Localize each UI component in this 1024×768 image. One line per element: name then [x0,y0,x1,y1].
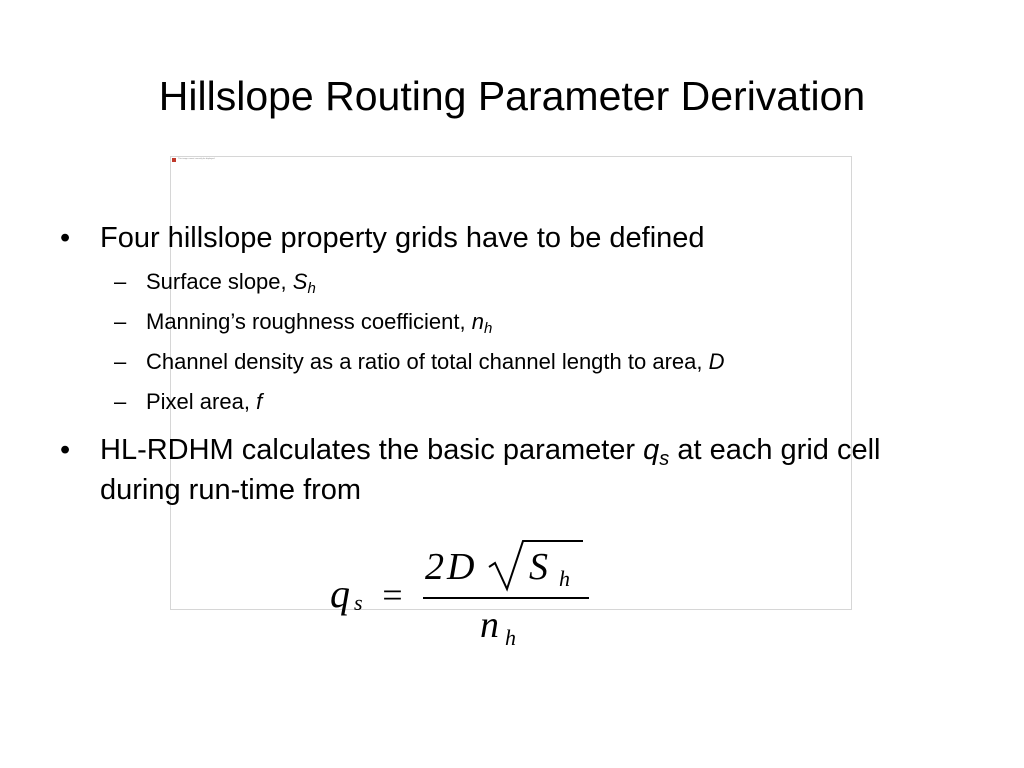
bullet-text-after: at each grid cell during run-time from [100,434,881,506]
bullet-marker: • [60,434,71,466]
broken-image-alt-text: This image cannot currently be displayed. [178,158,215,160]
symbol: S [292,269,308,294]
sub-bullet-list [60,262,920,422]
sub-bullet-manning-roughness [60,302,920,342]
sub-bullet-text: Pixel area, [146,389,257,414]
symbol: n [471,309,484,334]
bullet-item-hl-rdhm [60,430,920,510]
formula-radicand-subscript: h [559,566,570,591]
formula-denominator-subscript: h [505,625,516,650]
bullet-marker: • [60,222,71,254]
bullet-text-before: HL-RDHM calculates the basic parameter [100,434,644,466]
formula-radicand-symbol: S [529,546,548,588]
sub-bullet-marker: – [114,269,127,294]
formula-equals: = [380,575,405,615]
bullet-list [60,218,920,510]
formula-lhs-subscript: s [354,590,363,615]
symbol-subscript: s [659,448,670,470]
sub-bullet-text: Surface slope, [146,269,293,294]
bullet-item-grids [60,218,920,258]
bullet-text: Four hillslope property grids have to be defined [100,222,705,254]
symbol-subscript: h [307,280,316,297]
slide-title: Hillslope Routing Parameter Derivation [158,73,866,119]
sub-bullet-marker: – [114,349,127,374]
symbol: D [708,349,725,374]
sub-bullet-surface-slope [60,262,920,302]
sub-bullet-text: Manning’s roughness coefficient, [146,309,472,334]
sub-bullet-pixel-area [60,382,920,422]
formula-lhs-symbol: q [330,571,350,616]
broken-image-icon [172,158,176,162]
formula-numerator-coefficient: 2 [425,546,444,588]
sub-bullet-marker: – [114,389,127,414]
symbol: q [643,434,660,466]
formula-denominator-symbol: n [480,604,499,646]
sub-bullet-text: Channel density as a ratio of total channel length to area, [146,349,709,374]
sub-bullet-marker: – [114,309,127,334]
sub-bullet-channel-density [60,342,920,382]
qs-formula [325,535,605,655]
symbol: f [256,389,263,414]
formula-numerator-symbol: D [447,546,475,588]
symbol-subscript: h [483,320,493,337]
